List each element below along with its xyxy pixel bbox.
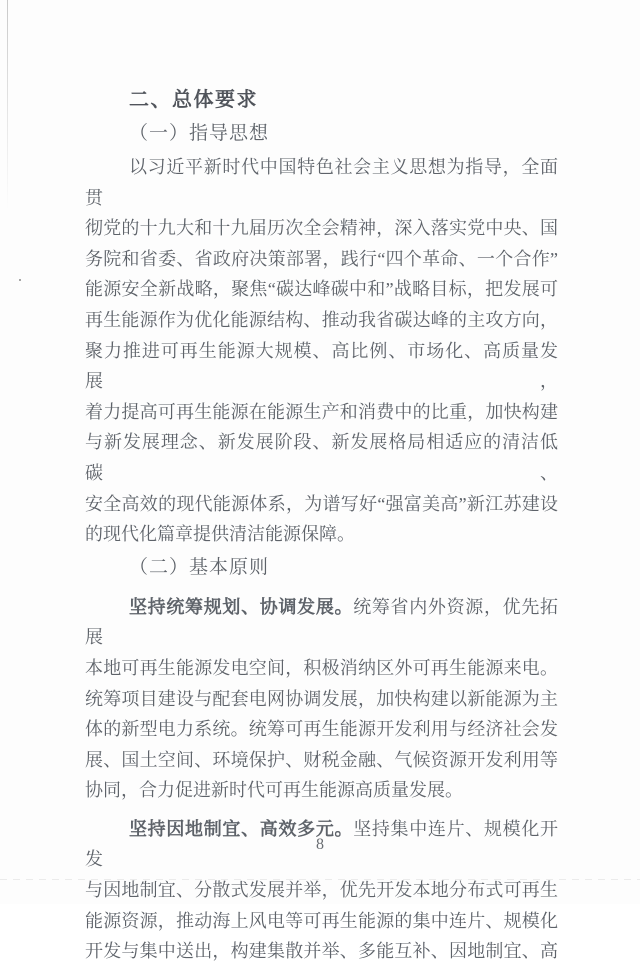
scan-edge-artifact <box>7 0 8 210</box>
section-heading: 二、总体要求 <box>129 89 258 111</box>
body-line: 开发与集中送出，构建集散并举、多能互补、因地制宜、高 <box>85 941 558 962</box>
lead-phrase: 坚持因地制宜、高效多元。 <box>129 818 354 839</box>
body-line: 协同，合力促进新时代可再生能源高质量发展。 <box>85 780 463 801</box>
subsection-heading-basic-principles: （二）基本原则 <box>129 556 270 578</box>
body-line: 统筹项目建设与配套电网协调发展，加快构建以新能源为主 <box>85 688 558 709</box>
subsection-heading-guiding-ideology: （一）指导思想 <box>129 123 270 144</box>
body-line: 本地可再生能源发电空间，积极消纳区外可再生能源来电。 <box>85 657 558 678</box>
body-line: 与新发展理念、新发展阶段、新发展格局相适应的清洁低碳、 <box>85 432 558 483</box>
body-line: 展、国土空间、环境保护、财税金融、气候资源开发利用等 <box>85 749 558 770</box>
body-line: 安全高效的现代能源体系，为谱写好“强富美高”新江苏建设 <box>85 493 558 514</box>
body-line <box>85 592 558 653</box>
lead-rest: 坚持集中连片、规模化开发 <box>85 818 559 870</box>
body-line: 以习近平新时代中国特色社会主义思想为指导，全面贯 <box>85 157 558 208</box>
body-line: 体的新型电力系统。统筹可再生能源开发利用与经济社会发 <box>85 719 558 740</box>
body-line: 能源资源，推动海上风电等可再生能源的集中连片、规模化 <box>85 910 558 931</box>
body-line: 务院和省委、省政府决策部署，践行“四个革命、一个合作” <box>85 248 558 269</box>
body-line: 能源安全新战略，聚焦“碳达峰碳中和”战略目标，把发展可 <box>85 279 558 300</box>
body-line: 着力提高可再生能源在能源生产和消费中的比重，加快构建 <box>85 401 558 422</box>
scan-dashed-line-artifact <box>0 879 640 880</box>
lead-phrase: 坚持统筹规划、协调发展。 <box>129 596 354 617</box>
page-number: 8 <box>316 836 324 853</box>
scan-speck-artifact <box>19 279 21 281</box>
body-line: 与因地制宜、分散式发展并举，优先开发本地分布式可再生 <box>85 880 558 901</box>
body-line: 再生能源作为优化能源结构、推动我省碳达峰的主攻方向， <box>85 309 558 330</box>
body-line: 聚力推进可再生能源大规模、高比例、市场化、高质量发展， <box>85 340 558 392</box>
body-line: 的现代化篇章提供清洁能源保障。 <box>85 524 355 545</box>
document-body <box>85 84 558 967</box>
lead-rest: 统筹省内外资源，优先拓展 <box>85 596 559 648</box>
body-line: 彻党的十九大和十九届历次全会精神，深入落实党中央、国 <box>85 218 558 239</box>
